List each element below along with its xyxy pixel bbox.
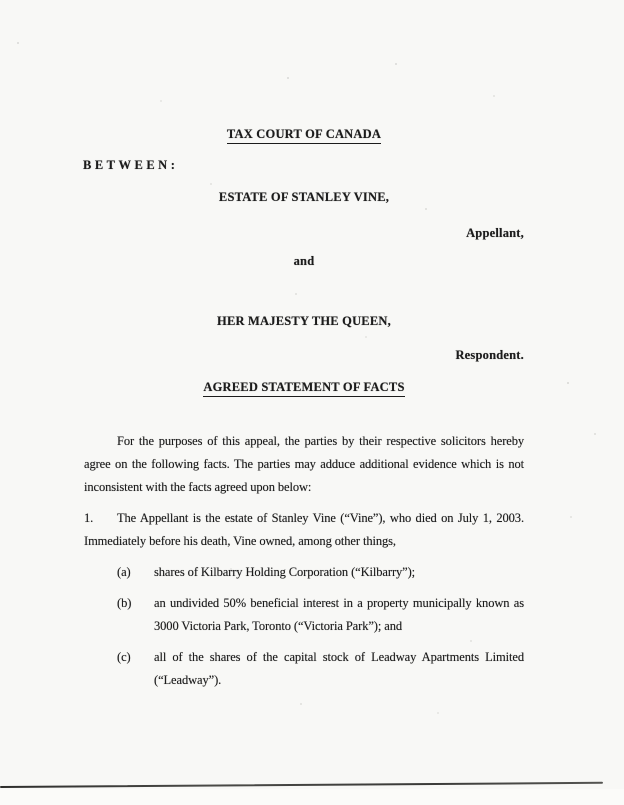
scan-noise-speck xyxy=(470,640,472,642)
subitem-label: (c) xyxy=(117,650,131,664)
intro-paragraph: For the purposes of this appeal, the parties by their respective solicitors hereby agree on the following facts. The parties may adduce additional evidence which is not inconsistent with the facts agreed upon below: xyxy=(84,434,524,494)
court-heading-text: TAX COURT OF CANADA xyxy=(227,127,381,144)
subitem-label: (a) xyxy=(117,565,131,579)
scan-noise-speck xyxy=(287,77,289,79)
scan-noise-speck xyxy=(300,703,302,705)
fact-subitem-b xyxy=(117,592,524,638)
scan-noise-speck xyxy=(17,42,19,44)
fact-item-number: 1. xyxy=(84,511,94,525)
body-text xyxy=(84,430,524,692)
fact-item-text: The Appellant is the estate of Stanley Vine (“Vine”), who died on July 1, 2003. Immediately before his death, Vine owned, among other things, xyxy=(84,511,524,548)
subitem-text: all of the shares of the capital stock of Leadway Apartments Limited (“Leadway”). xyxy=(154,650,524,687)
appellant-name: ESTATE OF STANLEY VINE, xyxy=(218,190,390,204)
between-label: BETWEEN: xyxy=(83,158,179,172)
and-conjunction: and xyxy=(293,254,315,268)
respondent-name: HER MAJESTY THE QUEEN, xyxy=(217,314,391,328)
fact-subitem-a xyxy=(117,561,524,584)
fact-item-1 xyxy=(84,507,524,553)
appellant-role-label: Appellant, xyxy=(466,226,524,240)
subitem-label: (b) xyxy=(117,596,132,610)
scan-noise-speck xyxy=(570,516,572,518)
scan-noise-speck xyxy=(160,100,162,102)
text-column xyxy=(84,0,524,805)
scan-noise-speck xyxy=(365,336,367,338)
fact-subitem-c xyxy=(117,646,524,692)
scan-noise-speck xyxy=(295,293,297,295)
scan-noise-speck xyxy=(594,433,596,435)
court-heading xyxy=(84,127,524,144)
scan-noise-speck xyxy=(210,183,212,185)
scan-noise-speck xyxy=(437,712,439,714)
scan-noise-speck xyxy=(493,95,495,97)
document-title xyxy=(84,380,524,397)
respondent-role-label: Respondent. xyxy=(455,348,524,362)
subitem-text: an undivided 50% beneficial interest in a property municipally known as 3000 Victoria Park, Toronto (“Victoria Park”); and xyxy=(154,596,524,633)
scan-noise-speck xyxy=(425,208,427,210)
scan-noise-speck xyxy=(395,63,397,65)
document-title-text: AGREED STATEMENT OF FACTS xyxy=(203,380,404,397)
scan-noise-speck xyxy=(230,568,232,570)
subitem-text: shares of Kilbarry Holding Corporation (“Kilbarry”); xyxy=(154,565,416,579)
scan-noise-speck xyxy=(567,382,569,384)
scan-platen-area xyxy=(0,789,624,805)
